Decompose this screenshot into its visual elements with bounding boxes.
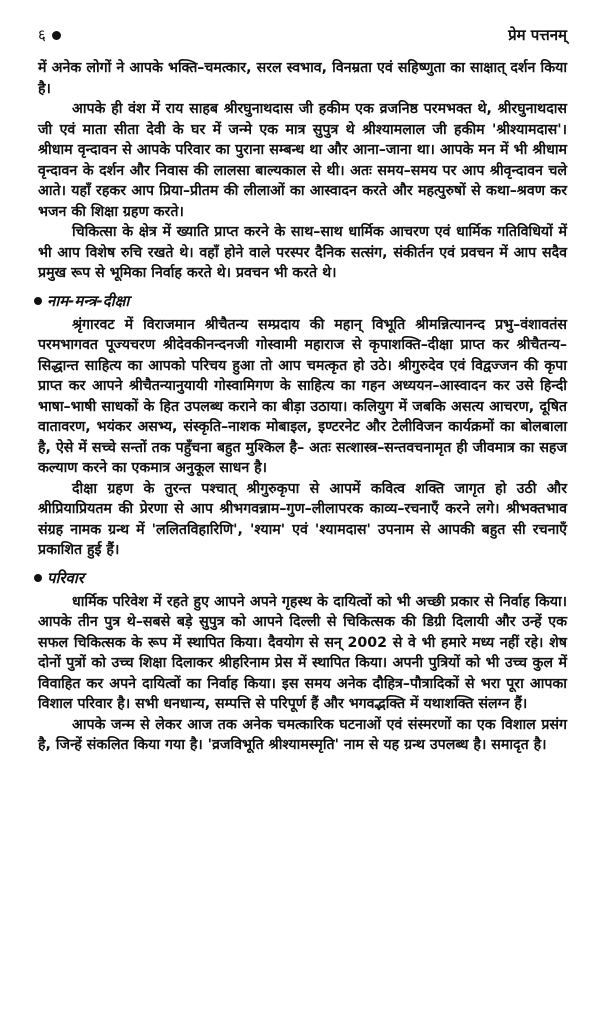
paragraph: चिकित्सा के क्षेत्र में ख्याति प्राप्त करने के साथ–साथ धार्मिक आचरण एवं धार्मिक गतिविधियों में भी आप विशेष रुचि रखते थे। वहाँ होने वाले परस्पर दैनिक सत्संग, संकीर्तन एवं प्रवचन में आप सदैव प्रमुख रूप से भूमिका निर्वाह करते थे। प्रवचन भी करते थे। <box>38 224 567 281</box>
bullet-icon <box>34 574 42 582</box>
page-number: ६ <box>38 25 61 45</box>
section-heading-diksha: नाम-मन्त्र-दीक्षा <box>34 290 567 312</box>
bullet-icon <box>34 297 42 305</box>
paragraph-continued: में अनेक लोगों ने आपके भक्ति–चमत्कार, सरल स्वभाव, विनम्रता एवं सहिष्णुता का साक्षात् दर्शन किया है। <box>38 60 567 97</box>
page-header <box>38 22 567 48</box>
paragraph: आपके ही वंश में राय साहब श्रीरघुनाथदास जी हकीम एक व्रजनिष्ठ परमभक्त थे, श्रीरघुनाथदास जी एवं माता सीता देवी के घर में जन्मे एक मात्र सुपुत्र थे श्रीश्यामलाल जी हकीम 'श्रीश्यामदास'। श्रीधाम वृन्दावन से आपके परिवार का पुराना सम्बन्ध था और आना–जाना था। आपके मन में भी श्रीधाम वृन्दावन के दर्शन और निवास की लालसा बाल्यकाल से थी। अतः समय–समय पर आप श्रीवृन्दावन चले आते। यहाँ रहकर आप प्रिया–प्रीतम की लीलाओं का आस्वादन करते और महत्पुरुषों से कथा–श्रवण कर भजन की शिक्षा ग्रहण करते। <box>38 101 567 220</box>
paragraph: दीक्षा ग्रहण के तुरन्त पश्चात् श्रीगुरुकृपा से आपमें कवित्व शक्ति जागृत हो उठी और श्रीप्रियाप्रियतम की प्रेरणा से आप श्रीभगवन्नाम–गुण–लीलापरक काव्य–रचनाएँ करने लगे। श्रीभक्तभाव संग्रह नामक ग्रन्थ में 'ललितविहारिणि', 'श्याम' एवं 'श्यामदास' उपनाम से आपकी बहुत सी रचनाएँ प्रकाशित हुई हैं। <box>38 480 567 558</box>
paragraph: श्रृंगारवट में विराजमान श्रीचैतन्य सम्प्रदाय की महान् विभूति श्रीमन्नित्यानन्द प्रभु–वंशावतंस परमभागवत पूज्यचरण श्रीदेवकीनन्दनजी गोस्वामी महाराज से कृपाशक्ति–दीक्षा प्राप्त कर श्रीचैतन्य–सिद्धान्त साहित्य का आपको परिचय हुआ तो आप चमत्कृत हो उठे। श्रीगुरुदेव एवं विद्वज्जन की कृपा प्राप्त कर आपने श्रीचैतन्यानुयायी गोस्वामिगण के साहित्य का गहन अध्ययन–आस्वादन कर उसे हिन्दी भाषा–भाषी साधकों के हित उपलब्ध कराने का बीड़ा उठाया। कलियुग में जबकि असत्य आचरण, दूषित वातावरण, भयंकर असभ्य, संस्कृति–नाशक मोबाइल, इण्टरनेट और टेलीविजन कार्यक्रमों का बोलबाला है, ऐसे में सच्चे सन्तों तक पहुँचना बहुत मुश्किल है– अतः सत्शास्त्र–सन्तवचनामृत ही जीवमात्र का सहज कल्याण करने का एकमात्र अनुकूल साधन है। <box>38 316 567 476</box>
running-title: प्रेम पत्तनम् <box>508 26 567 44</box>
paragraph: धार्मिक परिवेश में रहते हुए आपने अपने गृहस्थ के दायित्वों को भी अच्छी प्रकार से निर्वाह किया। आपके तीन पुत्र थे–सबसे बड़े सुपुत्र को आपने दिल्ली से चिकित्सक की डिग्री दिलायी और उन्हें एक सफल चिकित्सक के रूप में स्थापित किया। दैवयोग से सन् 2002 से वे भी हमारे मध्य नहीं रहे। शेष दोनों पुत्रों को उच्च शिक्षा दिलाकर श्रीहरिनाम प्रेस में स्थापित किया। अपनी पुत्रियों को भी उच्च कुल में विवाहित कर अपने दायित्वों का निर्वाह किया। इस समय अनेक दौहित्र–पौत्रादिकों से भरा पूरा आपका विशाल परिवार है। सभी धनधान्य, सम्पत्ति से परिपूर्ण हैं और भगवद्भक्ति में यथाशक्ति संलग्न हैं। <box>38 593 567 712</box>
paragraph: आपके जन्म से लेकर आज तक अनेक चमत्कारिक घटनाओं एवं संस्मरणों का एक विशाल प्रसंग है, जिन्हें संकलित किया गया है। 'व्रजविभूति श्रीश्यामस्मृति' नाम से यह ग्रन्थ उपलब्ध है। समादृत है। <box>38 716 567 753</box>
section-heading-parivar: परिवार <box>34 567 567 589</box>
bullet-icon <box>52 31 61 40</box>
